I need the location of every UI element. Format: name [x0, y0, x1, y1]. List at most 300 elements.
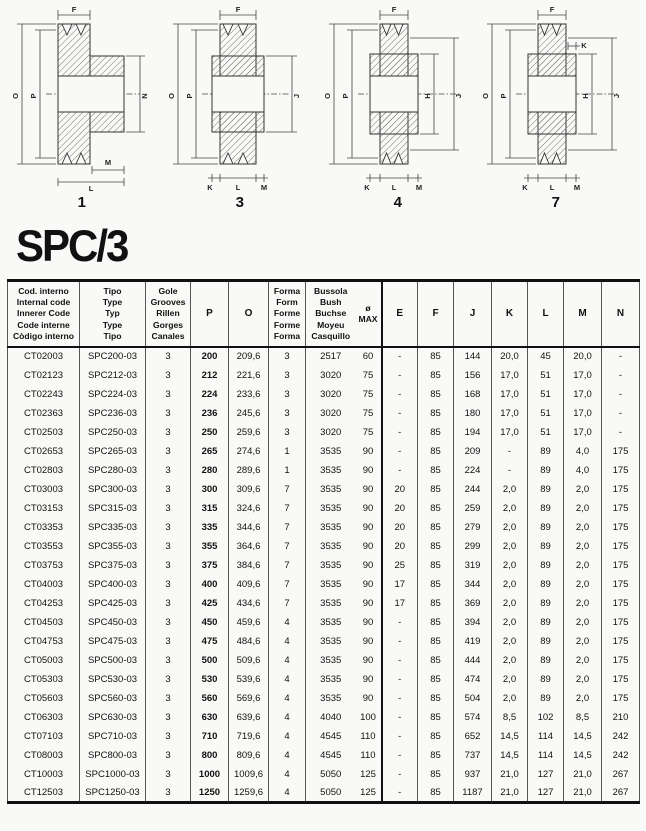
header-row [8, 281, 640, 347]
cell-type: SPC335-03 [80, 518, 146, 537]
dim-label-k: K [364, 183, 370, 192]
cell-grooves: 3 [146, 651, 191, 670]
cell-k: 2,0 [492, 518, 528, 537]
cell-grooves: 3 [146, 423, 191, 442]
table-row [8, 651, 640, 670]
cell-l: 89 [528, 442, 564, 461]
header-line: Form [276, 297, 298, 308]
cell-internal-code: CT05303 [8, 670, 80, 689]
figure-form-4 [322, 4, 474, 211]
cell-o: 719,6 [229, 727, 269, 746]
cell-k: 2,0 [492, 575, 528, 594]
cell-f: 85 [418, 518, 454, 537]
cell-diameter-max: 125 [356, 765, 382, 784]
header-line: Forma [273, 286, 301, 296]
cell-bush: 3535 [306, 442, 356, 461]
cell-o: 245,6 [229, 404, 269, 423]
table-row [8, 613, 640, 632]
cell-l: 89 [528, 670, 564, 689]
header-grooves [146, 281, 191, 347]
cell-k: - [492, 461, 528, 480]
cell-f: 85 [418, 423, 454, 442]
cell-m: 2,0 [564, 689, 602, 708]
header-p: P [191, 281, 229, 347]
cell-f: 85 [418, 784, 454, 803]
cell-form: 4 [269, 632, 306, 651]
cell-internal-code: CT12503 [8, 784, 80, 803]
cell-j: 144 [454, 347, 492, 366]
cell-m: 2,0 [564, 537, 602, 556]
cell-internal-code: CT07103 [8, 727, 80, 746]
cell-o: 309,6 [229, 480, 269, 499]
cell-k: 20,0 [492, 347, 528, 366]
cell-o: 289,6 [229, 461, 269, 480]
dim-label-o: O [11, 93, 20, 99]
cell-j: 1187 [454, 784, 492, 803]
cell-e: - [382, 727, 418, 746]
cell-grooves: 3 [146, 518, 191, 537]
dim-label-m: M [104, 158, 112, 167]
cell-bush: 3535 [306, 632, 356, 651]
cell-internal-code: CT04753 [8, 632, 80, 651]
cell-e: - [382, 461, 418, 480]
cell-internal-code: CT02243 [8, 385, 80, 404]
cell-type: SPC375-03 [80, 556, 146, 575]
cell-l: 89 [528, 537, 564, 556]
cell-form: 4 [269, 708, 306, 727]
cell-form: 3 [269, 404, 306, 423]
cell-type: SPC1250-03 [80, 784, 146, 803]
dim-label-l: L [88, 184, 94, 192]
cell-j: 652 [454, 727, 492, 746]
cell-type: SPC250-03 [80, 423, 146, 442]
cell-form: 3 [269, 366, 306, 385]
cell-n: 175 [602, 518, 640, 537]
dim-label-k-top: K [581, 41, 587, 50]
dim-label-l: L [391, 183, 397, 192]
pulley-section [212, 24, 264, 164]
cell-e: 25 [382, 556, 418, 575]
cell-p: 224 [191, 385, 229, 404]
cell-form: 4 [269, 746, 306, 765]
cell-type: SPC224-03 [80, 385, 146, 404]
cell-l: 51 [528, 366, 564, 385]
page-title: SPC/3 [16, 221, 128, 271]
cell-o: 409,6 [229, 575, 269, 594]
cell-m: 4,0 [564, 442, 602, 461]
cell-j: 244 [454, 480, 492, 499]
cell-l: 102 [528, 708, 564, 727]
cell-f: 85 [418, 499, 454, 518]
cell-l: 51 [528, 404, 564, 423]
cell-e: - [382, 404, 418, 423]
cell-type: SPC212-03 [80, 366, 146, 385]
cell-diameter-max: 90 [356, 518, 382, 537]
dim-label-f: F [71, 5, 77, 14]
cell-f: 85 [418, 480, 454, 499]
cell-bush: 3535 [306, 499, 356, 518]
cell-f: 85 [418, 708, 454, 727]
table-row [8, 480, 640, 499]
header-line: Type [102, 319, 123, 330]
cell-l: 89 [528, 556, 564, 575]
cell-k: 17,0 [492, 423, 528, 442]
header-line: Code interne [17, 319, 70, 330]
cell-grooves: 3 [146, 480, 191, 499]
cell-j: 259 [454, 499, 492, 518]
header-diameter-max [356, 281, 382, 347]
cell-l: 89 [528, 518, 564, 537]
cell-l: 114 [528, 746, 564, 765]
cell-o: 1259,6 [229, 784, 269, 803]
table-row [8, 765, 640, 784]
table-row [8, 347, 640, 366]
cell-l: 51 [528, 423, 564, 442]
header-l: L [528, 281, 564, 347]
pulley-section [58, 24, 124, 164]
cell-p: 300 [191, 480, 229, 499]
cell-internal-code: CT03353 [8, 518, 80, 537]
cell-l: 89 [528, 480, 564, 499]
cell-n: 210 [602, 708, 640, 727]
cell-internal-code: CT04253 [8, 594, 80, 613]
cell-p: 212 [191, 366, 229, 385]
table-row [8, 594, 640, 613]
header-e: E [382, 281, 418, 347]
header-line: Còdigo interno [12, 330, 75, 341]
cell-internal-code: CT02803 [8, 461, 80, 480]
cell-e: 17 [382, 594, 418, 613]
cell-k: 2,0 [492, 670, 528, 689]
cell-form: 4 [269, 651, 306, 670]
table-row [8, 784, 640, 803]
cell-j: 156 [454, 366, 492, 385]
dim-label-k: K [522, 183, 528, 192]
header-line: Bussola [314, 286, 348, 296]
cell-n: 175 [602, 499, 640, 518]
dim-label-l: L [235, 183, 241, 192]
cell-p: 335 [191, 518, 229, 537]
figure-number: 1 [77, 194, 87, 211]
cell-o: 221,6 [229, 366, 269, 385]
cell-diameter-max: 110 [356, 746, 382, 765]
cell-diameter-max: 60 [356, 347, 382, 366]
cell-n: 242 [602, 746, 640, 765]
cell-k: 17,0 [492, 366, 528, 385]
cell-p: 400 [191, 575, 229, 594]
cell-f: 85 [418, 746, 454, 765]
cell-k: 2,0 [492, 556, 528, 575]
cell-p: 530 [191, 670, 229, 689]
cell-form: 4 [269, 689, 306, 708]
table-row [8, 499, 640, 518]
cell-bush: 3535 [306, 689, 356, 708]
cell-form: 7 [269, 518, 306, 537]
header-line: Tipo [103, 330, 122, 341]
cell-o: 809,6 [229, 746, 269, 765]
cell-p: 265 [191, 442, 229, 461]
cell-form: 1 [269, 461, 306, 480]
cell-l: 114 [528, 727, 564, 746]
cell-f: 85 [418, 689, 454, 708]
cell-e: - [382, 670, 418, 689]
cell-p: 355 [191, 537, 229, 556]
cell-p: 280 [191, 461, 229, 480]
cell-type: SPC300-03 [80, 480, 146, 499]
header-type [80, 281, 146, 347]
cell-j: 474 [454, 670, 492, 689]
header-line: Bush [320, 297, 342, 308]
cell-f: 85 [418, 404, 454, 423]
cell-grooves: 3 [146, 594, 191, 613]
cell-grooves: 3 [146, 537, 191, 556]
cell-type: SPC315-03 [80, 499, 146, 518]
cell-j: 369 [454, 594, 492, 613]
cell-f: 85 [418, 556, 454, 575]
cell-p: 250 [191, 423, 229, 442]
cell-grooves: 3 [146, 746, 191, 765]
header-m: M [564, 281, 602, 347]
cell-j: 180 [454, 404, 492, 423]
cell-bush: 3535 [306, 556, 356, 575]
table-row [8, 556, 640, 575]
table-row [8, 689, 640, 708]
cell-diameter-max: 75 [356, 423, 382, 442]
cell-j: 279 [454, 518, 492, 537]
cell-internal-code: CT04003 [8, 575, 80, 594]
cell-n: 175 [602, 442, 640, 461]
cell-e: - [382, 613, 418, 632]
cell-bush: 2517 [306, 347, 356, 366]
cell-k: 2,0 [492, 613, 528, 632]
cell-e: 17 [382, 575, 418, 594]
header-o: O [229, 281, 269, 347]
cell-p: 236 [191, 404, 229, 423]
cell-m: 8,5 [564, 708, 602, 727]
cell-f: 85 [418, 442, 454, 461]
cell-j: 444 [454, 651, 492, 670]
cell-m: 2,0 [564, 651, 602, 670]
cell-n: 175 [602, 613, 640, 632]
cell-bush: 3020 [306, 385, 356, 404]
cell-form: 4 [269, 784, 306, 803]
cell-j: 419 [454, 632, 492, 651]
cell-n: 175 [602, 689, 640, 708]
cell-bush: 4040 [306, 708, 356, 727]
cell-type: SPC425-03 [80, 594, 146, 613]
cell-diameter-max: 90 [356, 594, 382, 613]
cell-p: 375 [191, 556, 229, 575]
cell-internal-code: CT02653 [8, 442, 80, 461]
cell-f: 85 [418, 670, 454, 689]
cell-grooves: 3 [146, 670, 191, 689]
header-line: Forme [273, 308, 301, 319]
cell-bush: 3535 [306, 670, 356, 689]
dim-label-f: F [235, 5, 241, 14]
cell-internal-code: CT08003 [8, 746, 80, 765]
cell-type: SPC280-03 [80, 461, 146, 480]
cell-l: 89 [528, 461, 564, 480]
cell-type: SPC630-03 [80, 708, 146, 727]
cell-o: 364,6 [229, 537, 269, 556]
pulley-section [528, 24, 576, 164]
cell-bush: 3535 [306, 518, 356, 537]
cell-type: SPC236-03 [80, 404, 146, 423]
cell-bush: 3535 [306, 575, 356, 594]
cell-j: 504 [454, 689, 492, 708]
cell-e: 20 [382, 499, 418, 518]
cell-internal-code: CT02123 [8, 366, 80, 385]
header-line: MAX [358, 313, 378, 324]
cell-k: 2,0 [492, 689, 528, 708]
cell-o: 384,6 [229, 556, 269, 575]
cell-type: SPC560-03 [80, 689, 146, 708]
cell-k: 17,0 [492, 385, 528, 404]
cell-m: 2,0 [564, 480, 602, 499]
cell-p: 450 [191, 613, 229, 632]
cell-p: 425 [191, 594, 229, 613]
cell-f: 85 [418, 537, 454, 556]
cell-e: - [382, 632, 418, 651]
cell-e: 20 [382, 480, 418, 499]
cell-o: 344,6 [229, 518, 269, 537]
cell-f: 85 [418, 461, 454, 480]
cell-m: 2,0 [564, 518, 602, 537]
table-row [8, 746, 640, 765]
cell-grooves: 3 [146, 613, 191, 632]
cell-grooves: 3 [146, 442, 191, 461]
cell-form: 7 [269, 537, 306, 556]
bore [58, 76, 124, 112]
cell-type: SPC355-03 [80, 537, 146, 556]
cell-k: 2,0 [492, 499, 528, 518]
header-line: Gole [158, 286, 178, 296]
cell-diameter-max: 75 [356, 366, 382, 385]
cell-type: SPC265-03 [80, 442, 146, 461]
cell-internal-code: CT02363 [8, 404, 80, 423]
figure-form-3 [164, 4, 316, 211]
table-row [8, 366, 640, 385]
cell-n: - [602, 385, 640, 404]
cell-l: 127 [528, 784, 564, 803]
cell-f: 85 [418, 366, 454, 385]
cell-p: 630 [191, 708, 229, 727]
cell-p: 800 [191, 746, 229, 765]
cell-m: 14,5 [564, 727, 602, 746]
cell-bush: 4545 [306, 727, 356, 746]
cell-internal-code: CT03003 [8, 480, 80, 499]
cell-j: 299 [454, 537, 492, 556]
cell-p: 1000 [191, 765, 229, 784]
cell-e: - [382, 347, 418, 366]
header-line: Tipo [103, 286, 122, 296]
cell-grooves: 3 [146, 404, 191, 423]
header-line: Internal code [16, 297, 71, 308]
cell-e: - [382, 746, 418, 765]
cell-diameter-max: 90 [356, 575, 382, 594]
cell-form: 7 [269, 594, 306, 613]
cell-m: 2,0 [564, 632, 602, 651]
cell-e: - [382, 708, 418, 727]
cell-p: 560 [191, 689, 229, 708]
dim-label-j: J [292, 93, 301, 99]
dim-label-p: P [29, 93, 38, 99]
dim-label-m: M [573, 183, 581, 192]
cell-n: 175 [602, 537, 640, 556]
cell-type: SPC710-03 [80, 727, 146, 746]
cell-j: 209 [454, 442, 492, 461]
cell-form: 4 [269, 727, 306, 746]
cell-n: 242 [602, 727, 640, 746]
cell-type: SPC530-03 [80, 670, 146, 689]
cell-form: 3 [269, 423, 306, 442]
dim-label-l: L [549, 183, 555, 192]
cell-internal-code: CT05003 [8, 651, 80, 670]
cell-e: - [382, 442, 418, 461]
dim-label-n: N [140, 93, 149, 99]
cell-j: 168 [454, 385, 492, 404]
cell-m: 14,5 [564, 746, 602, 765]
cell-m: 2,0 [564, 499, 602, 518]
cell-n: 175 [602, 670, 640, 689]
cell-j: 394 [454, 613, 492, 632]
cell-o: 209,6 [229, 347, 269, 366]
dim-label-p: P [499, 93, 508, 99]
cell-internal-code: CT02503 [8, 423, 80, 442]
cell-form: 3 [269, 347, 306, 366]
table-body [8, 347, 640, 803]
cell-diameter-max: 90 [356, 632, 382, 651]
cell-o: 509,6 [229, 651, 269, 670]
cell-o: 274,6 [229, 442, 269, 461]
figure-number: 3 [235, 194, 245, 211]
table-row [8, 575, 640, 594]
cell-diameter-max: 90 [356, 689, 382, 708]
figures-row [0, 0, 646, 211]
header-code [8, 281, 80, 347]
cell-bush: 3020 [306, 404, 356, 423]
cell-diameter-max: 90 [356, 670, 382, 689]
cell-internal-code: CT10003 [8, 765, 80, 784]
cell-p: 315 [191, 499, 229, 518]
cell-form: 7 [269, 556, 306, 575]
cell-bush: 5050 [306, 765, 356, 784]
cell-internal-code: CT03153 [8, 499, 80, 518]
header-line: Cod. interno [18, 286, 69, 296]
cell-grooves: 3 [146, 385, 191, 404]
cell-form: 7 [269, 575, 306, 594]
cell-m: 21,0 [564, 784, 602, 803]
cell-bush: 3535 [306, 613, 356, 632]
cell-form: 4 [269, 613, 306, 632]
cell-diameter-max: 90 [356, 499, 382, 518]
dim-label-f: F [549, 5, 555, 14]
header-line: Buchse [315, 308, 347, 319]
cell-k: - [492, 442, 528, 461]
cell-l: 51 [528, 385, 564, 404]
table-row [8, 537, 640, 556]
dim-label-o: O [481, 93, 490, 99]
header-line: Forma [273, 330, 301, 341]
dim-label-m: M [415, 183, 423, 192]
cell-type: SPC500-03 [80, 651, 146, 670]
cell-j: 937 [454, 765, 492, 784]
cell-k: 2,0 [492, 632, 528, 651]
table-row [8, 461, 640, 480]
header-line: Rillen [156, 308, 180, 319]
cell-l: 127 [528, 765, 564, 784]
cell-diameter-max: 90 [356, 651, 382, 670]
